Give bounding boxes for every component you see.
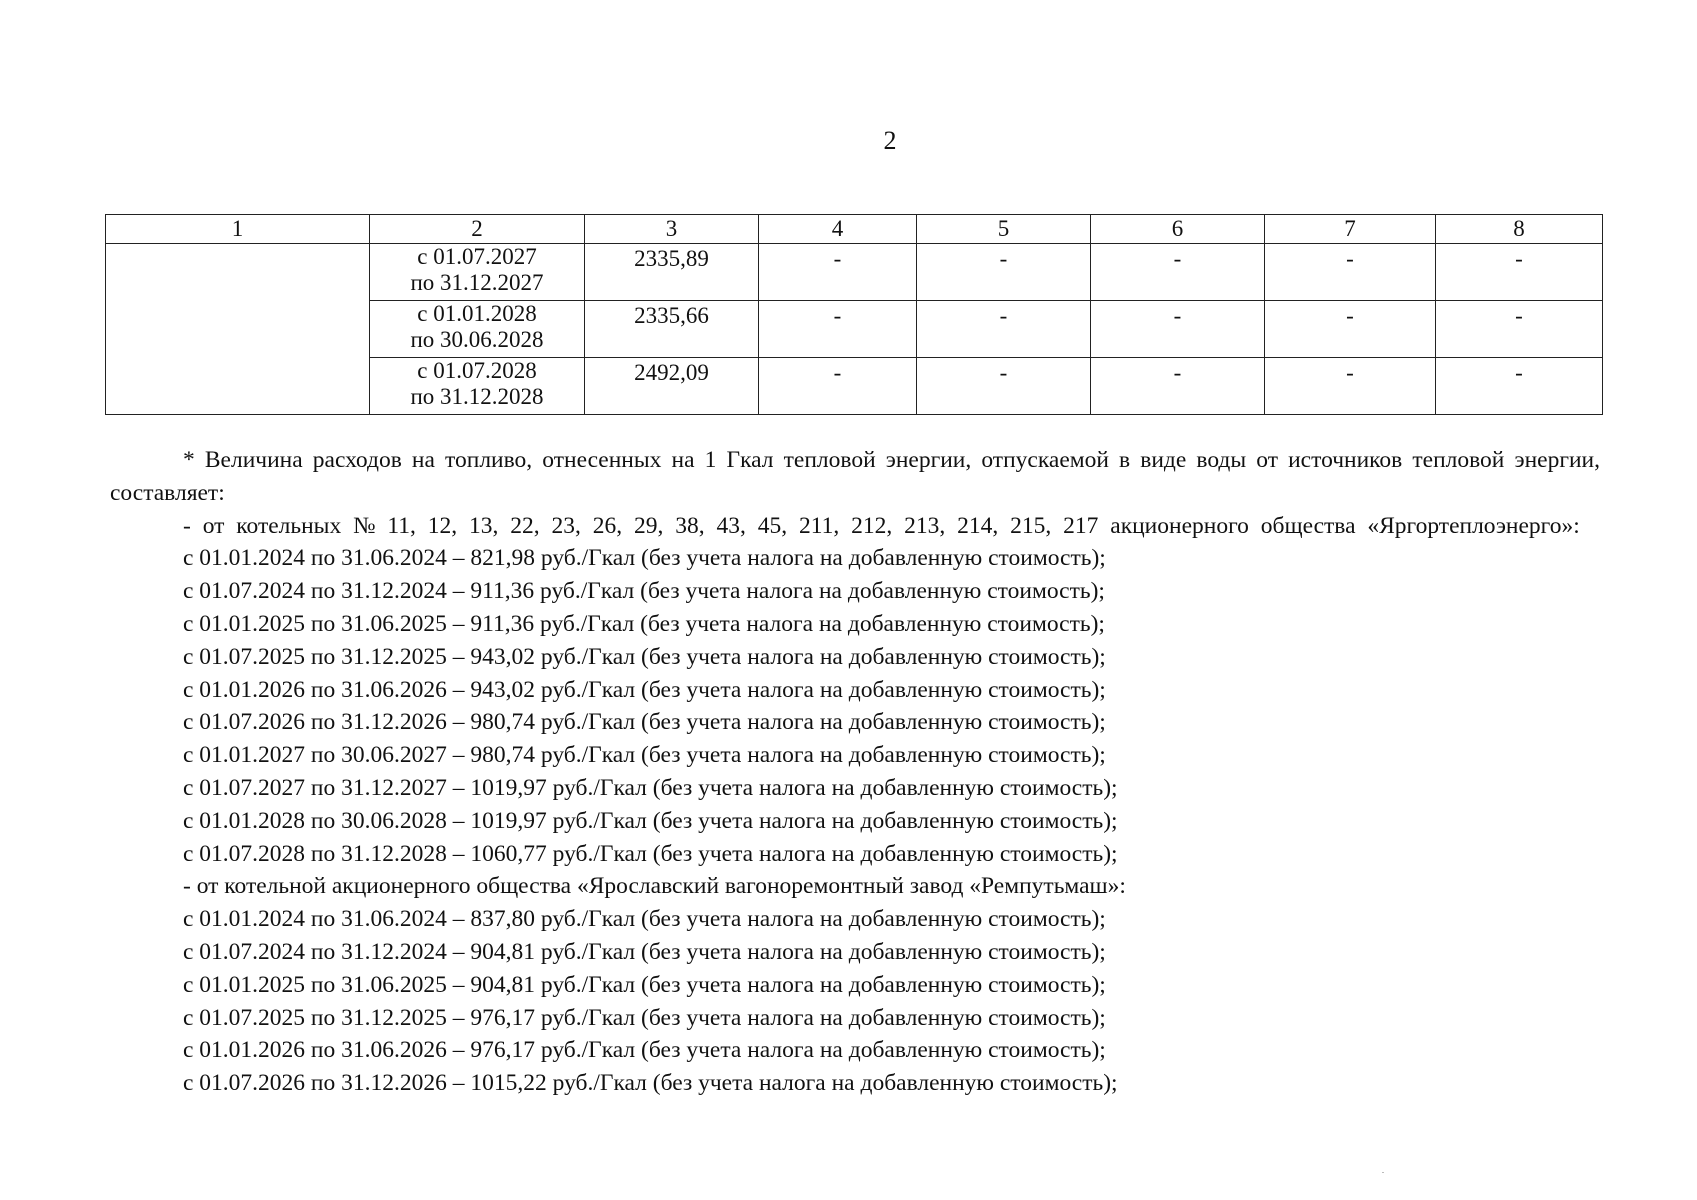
- table-cell-col6: -: [1091, 301, 1265, 358]
- table-cell-col6: -: [1091, 358, 1265, 415]
- fuel-cost-notes: [110, 444, 1600, 1100]
- footnote-intro: * Величина расходов на топливо, отнесенных на 1 Гкал тепловой энергии, отпускаемой в виде воды от источников тепловой энергии, составляет:: [110, 447, 1600, 506]
- rate-line: с 01.01.2024 по 31.06.2024 – 821,98 руб./Гкал (без учета налога на добавленную стоимость);: [183, 545, 1106, 572]
- company-heading-remputmash: - от котельной акционерного общества «Ярославский вагоноремонтный завод «Ремпутьмаш»:: [183, 873, 1126, 900]
- rate-line: с 01.07.2027 по 31.12.2027 – 1019,97 руб./Гкал (без учета налога на добавленную стоимость);: [183, 774, 1118, 801]
- column-header-8: 8: [1436, 215, 1603, 244]
- column-header-5: 5: [917, 215, 1091, 244]
- column-header-6: 6: [1091, 215, 1265, 244]
- table-cell-col6: -: [1091, 244, 1265, 301]
- table-cell-col7: -: [1265, 358, 1436, 415]
- table-cell-col8: -: [1436, 358, 1603, 415]
- rate-line: с 01.07.2025 по 31.12.2025 – 976,17 руб./Гкал (без учета налога на добавленную стоимость);: [183, 1004, 1106, 1031]
- rate-line: с 01.07.2026 по 31.12.2026 – 980,74 руб./Гкал (без учета налога на добавленную стоимость);: [183, 709, 1106, 736]
- table-cell-col7: -: [1265, 244, 1436, 301]
- rate-line: с 01.07.2024 по 31.12.2024 – 911,36 руб./Гкал (без учета налога на добавленную стоимость);: [183, 578, 1105, 605]
- tariff-table-container: [105, 214, 1602, 415]
- table-row: [106, 244, 1603, 301]
- period-to: по 30.06.2028: [410, 327, 544, 352]
- rate-line: с 01.07.2025 по 31.12.2025 – 943,02 руб./Гкал (без учета налога на добавленную стоимость);: [183, 643, 1106, 670]
- rate-line: с 01.01.2025 по 31.06.2025 – 904,81 руб./Гкал (без учета налога на добавленную стоимость);: [183, 971, 1106, 998]
- tariff-value-cell: 2492,09: [585, 358, 759, 415]
- period-from: с 01.01.2028: [417, 301, 537, 326]
- tariff-value-cell: 2335,66: [585, 301, 759, 358]
- rate-line: с 01.07.2028 по 31.12.2028 – 1060,77 руб./Гкал (без учета налога на добавленную стоимость);: [183, 840, 1118, 867]
- period-cell: [370, 301, 585, 358]
- rate-line: с 01.07.2026 по 31.12.2026 – 1015,22 руб./Гкал (без учета налога на добавленную стоимость);: [183, 1070, 1118, 1097]
- rate-line: с 01.01.2028 по 30.06.2028 – 1019,97 руб./Гкал (без учета налога на добавленную стоимость);: [183, 807, 1118, 834]
- rate-line: с 01.01.2024 по 31.06.2024 – 837,80 руб./Гкал (без учета налога на добавленную стоимость);: [183, 906, 1106, 933]
- table-cell-col4: -: [759, 358, 917, 415]
- column-header-4: 4: [759, 215, 917, 244]
- page-number: 2: [883, 126, 897, 155]
- tariff-table: [105, 214, 1603, 415]
- column-header-3: 3: [585, 215, 759, 244]
- rate-line: с 01.01.2026 по 31.06.2026 – 976,17 руб./Гкал (без учета налога на добавленную стоимость);: [183, 1037, 1106, 1064]
- period-cell: [370, 244, 585, 301]
- rate-line: с 01.07.2024 по 31.12.2024 – 904,81 руб./Гкал (без учета налога на добавленную стоимость);: [183, 938, 1106, 965]
- table-cell-col8: -: [1436, 301, 1603, 358]
- rate-line: с 01.01.2025 по 31.06.2025 – 911,36 руб./Гкал (без учета налога на добавленную стоимость);: [183, 610, 1105, 637]
- period-to: по 31.12.2028: [410, 384, 544, 409]
- rate-line: с 01.01.2026 по 31.06.2026 – 943,02 руб./Гкал (без учета налога на добавленную стоимость);: [183, 676, 1106, 703]
- table-cell-col5: -: [917, 244, 1091, 301]
- rate-line: с 01.01.2027 по 30.06.2027 – 980,74 руб./Гкал (без учета налога на добавленную стоимость);: [183, 742, 1106, 769]
- organization-cell: [106, 244, 370, 415]
- scan-artifact: [1382, 1172, 1384, 1173]
- column-header-7: 7: [1265, 215, 1436, 244]
- table-cell-col4: -: [759, 244, 917, 301]
- period-to: по 31.12.2027: [410, 270, 544, 295]
- table-cell-col4: -: [759, 301, 917, 358]
- table-cell-col8: -: [1436, 244, 1603, 301]
- table-cell-col7: -: [1265, 301, 1436, 358]
- period-cell: [370, 358, 585, 415]
- tariff-value-cell: 2335,89: [585, 244, 759, 301]
- company-heading-yargorteploenergo: - от котельных № 11, 12, 13, 22, 23, 26, 29, 38, 43, 45, 211, 212, 213, 214, 215, 217 акционерного общества «Яргортеплоэнерго»:: [183, 512, 1580, 539]
- column-header-2: 2: [370, 215, 585, 244]
- table-cell-col5: -: [917, 358, 1091, 415]
- table-cell-col5: -: [917, 301, 1091, 358]
- table-header-row: [106, 215, 1603, 244]
- period-from: с 01.07.2028: [417, 358, 537, 383]
- column-header-1: 1: [106, 215, 370, 244]
- period-from: с 01.07.2027: [417, 244, 537, 269]
